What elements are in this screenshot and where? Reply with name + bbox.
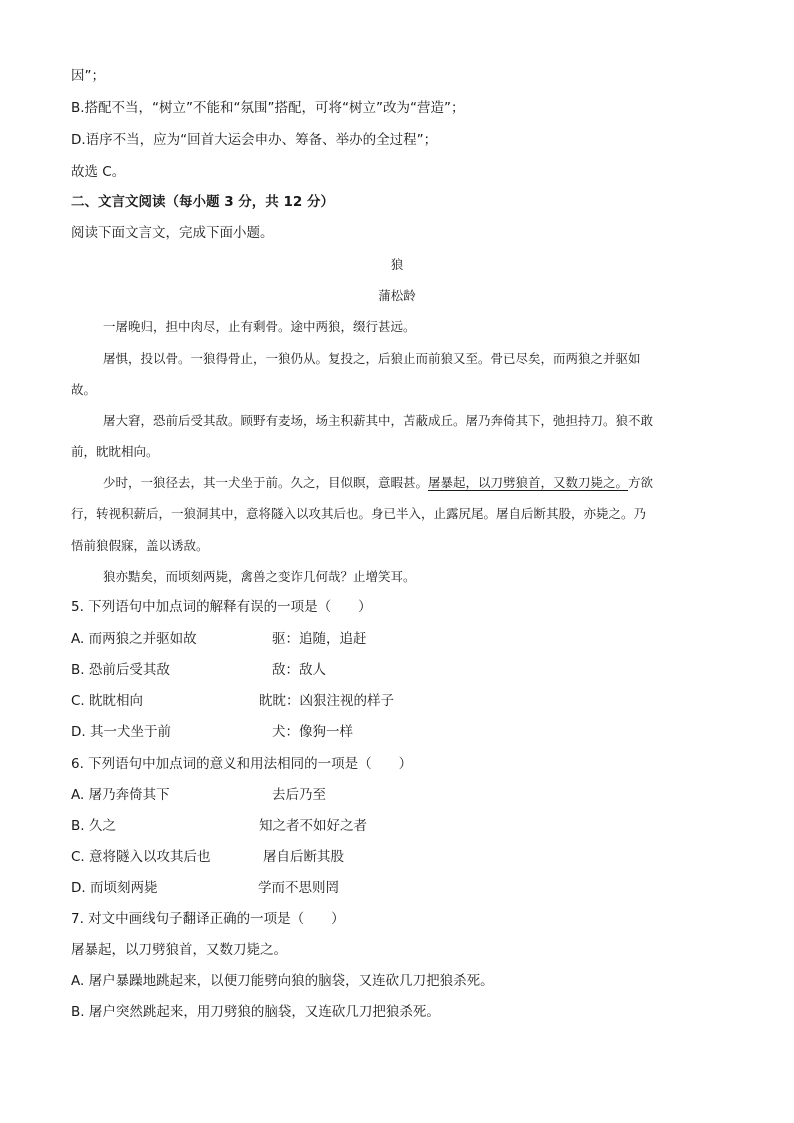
passage-paragraph-4-end: 悟前狼假寐，盖以诱敌。 (71, 538, 209, 553)
passage-author: 蒲松龄 (378, 288, 416, 303)
passage-paragraph-4 (103, 474, 653, 492)
q6-option-a: A. 屠乃奔倚其下 (71, 787, 170, 803)
passage-paragraph-2: 屠惧，投以骨。一狼得骨止，一狼仍从。复投之，后狼止而前狼又至。骨已尽矣，而两狼之并驱如 (103, 351, 641, 366)
q5-option-d-gloss: 犬：像狗一样 (272, 724, 353, 740)
q6-option-b-compare: 知之者不如好之者 (259, 818, 367, 834)
passage-paragraph-3-cont: 前，眈眈相向。 (71, 444, 159, 459)
underlined-sentence: 屠暴起，以刀劈狼首，又数刀毙之。 (428, 475, 629, 490)
q5-option-c: C. 眈眈相向 (71, 693, 144, 709)
q6-option-b: B. 久之 (71, 818, 116, 834)
passage-paragraph-4-cont: 行，转视积薪后，一狼洞其中，意将隧入以攻其后也。身已半入，止露尻尾。屠自后断其股，亦毙之。乃 (71, 506, 647, 521)
q7-option-b: B. 屠户突然跳起来，用刀劈狼的脑袋，又连砍几刀把狼杀死。 (71, 1004, 440, 1020)
question-5-stem: 5. 下列语句中加点词的解释有误的一项是（ ） (71, 599, 372, 615)
paragraph-4-opening: 少时，一狼径去，其一犬坐于前。久之，目似瞑，意暇甚。 (103, 475, 429, 490)
q7-option-a: A. 屠户暴躁地跳起来，以便刀能劈向狼的脑袋，又连砍几刀把狼杀死。 (71, 973, 494, 989)
answer-choice: 故选 C。 (71, 164, 126, 180)
q6-option-d-compare: 学而不思则罔 (258, 880, 339, 896)
section-instruction: 阅读下面文言文，完成下面小题。 (71, 225, 274, 241)
question-7-stem: 7. 对文中画线句子翻译正确的一项是（ ） (71, 911, 345, 927)
q5-option-d: D. 其一犬坐于前 (71, 724, 171, 740)
answer-line-1: 因”； (71, 68, 105, 84)
q6-option-c: C. 意将隧入以攻其后也 (71, 849, 211, 865)
answer-line-d: D.语序不当，应为“回首大运会申办、筹备、举办的全过程”； (71, 132, 438, 148)
q6-option-d: D. 而顷刻两毙 (71, 880, 158, 896)
q5-option-b-gloss: 敌：敌人 (272, 662, 326, 678)
section-heading: 二、文言文阅读（每小题 3 分，共 12 分） (71, 194, 334, 210)
passage-paragraph-2-cont: 故。 (71, 382, 97, 397)
paragraph-4-tail: 方欲 (628, 475, 654, 490)
passage-title: 狼 (390, 257, 404, 272)
q6-option-a-compare: 去后乃至 (272, 787, 326, 803)
q7-target-sentence: 屠暴起，以刀劈狼首，又数刀毙之。 (71, 942, 287, 958)
passage-paragraph-5: 狼亦黠矣，而顷刻两毙，禽兽之变诈几何哉？止增笑耳。 (103, 569, 416, 584)
q5-option-a-gloss: 驱：追随，追赶 (272, 631, 367, 647)
q6-option-c-compare: 屠自后断其股 (263, 849, 344, 865)
question-6-stem: 6. 下列语句中加点词的意义和用法相同的一项是（ ） (71, 756, 413, 772)
passage-paragraph-3: 屠大窘，恐前后受其敌。顾野有麦场，场主积薪其中，苫蔽成丘。屠乃奔倚其下，弛担持刀。狼不敢 (103, 413, 654, 428)
q5-option-c-gloss: 眈眈：凶狠注视的样子 (259, 693, 394, 709)
q5-option-b: B. 恐前后受其敌 (71, 662, 170, 678)
passage-paragraph-1: 一屠晚归，担中肉尽，止有剩骨。途中两狼，缀行甚远。 (103, 319, 416, 334)
answer-line-b: B.搭配不当，“树立”不能和“氛围”搭配，可将“树立”改为“营造”； (71, 100, 465, 116)
q5-option-a: A. 而两狼之并驱如故 (71, 631, 197, 647)
